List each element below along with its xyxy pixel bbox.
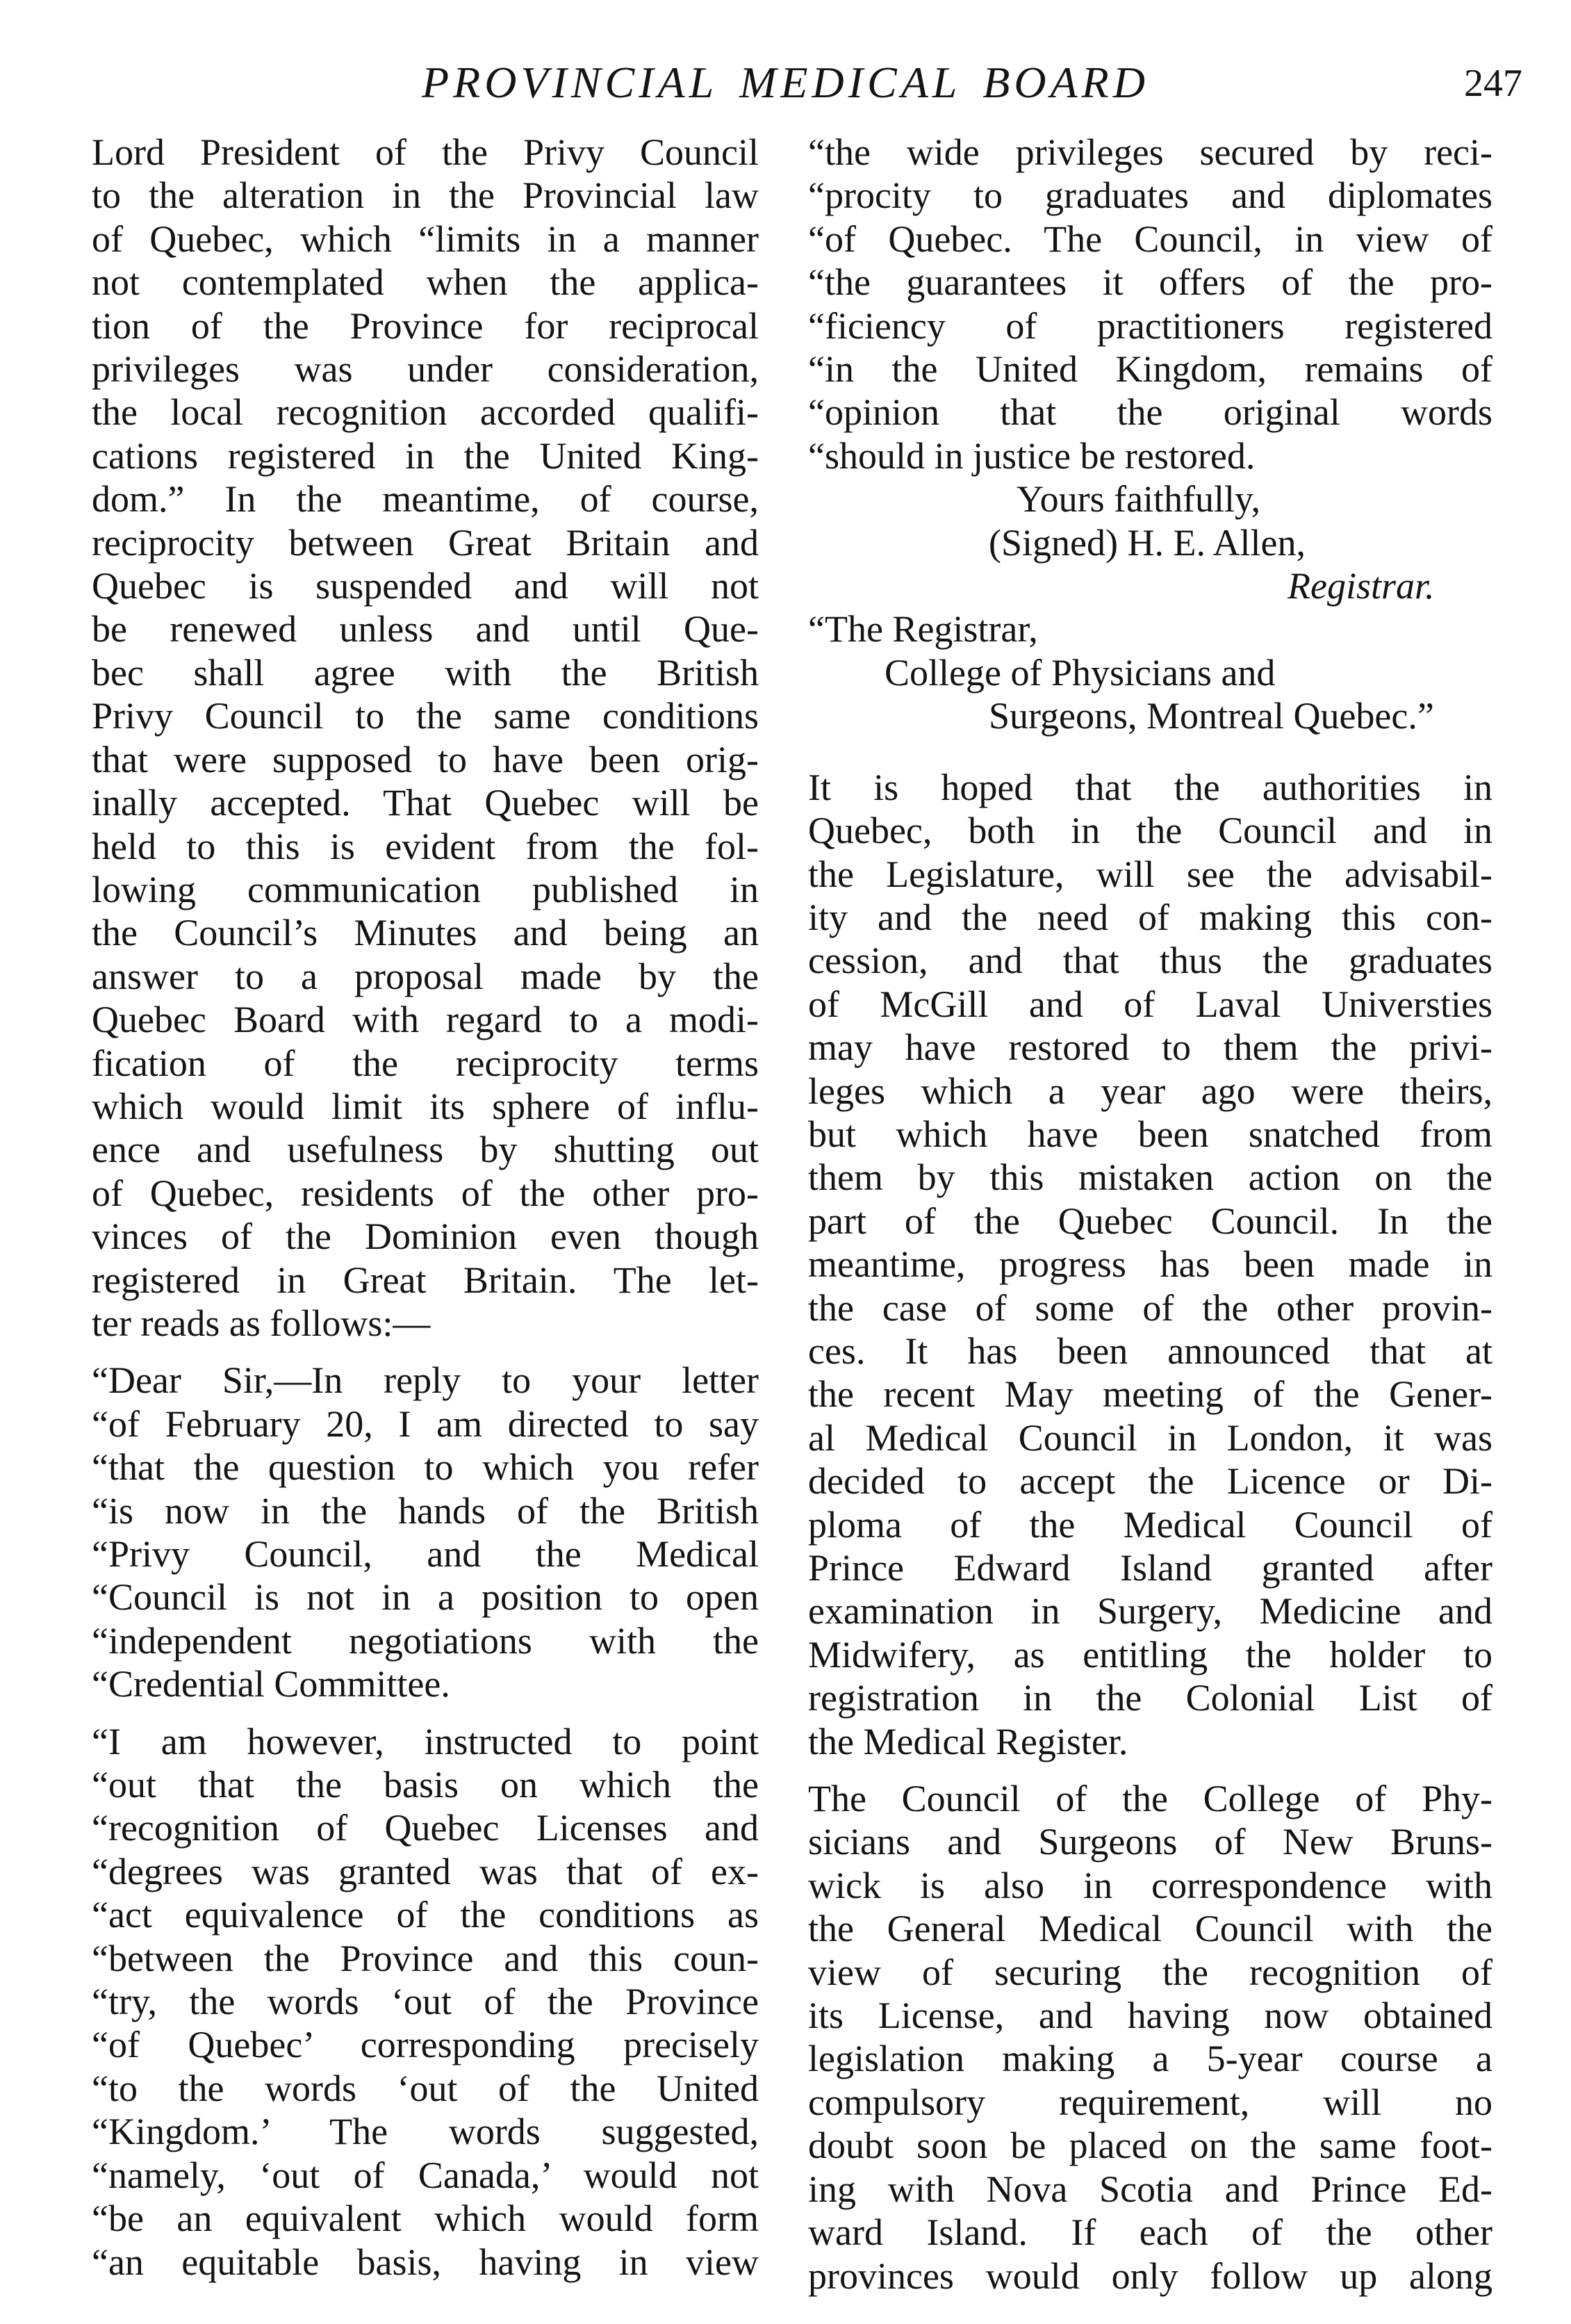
letter-address — [808, 607, 1492, 737]
text-line: “should in justice be restored. — [808, 434, 1256, 477]
text-line: “try, the words ‘out of the Province — [92, 1981, 759, 2023]
text-line: Quebec is suspended and will not — [92, 565, 759, 607]
text-line: its License, and having now obtained — [808, 1995, 1492, 2037]
letter-signature — [808, 477, 1492, 607]
left-paragraph-3 — [92, 1720, 759, 2284]
text-line: Midwifery, as entitling the holder to — [808, 1633, 1492, 1676]
text-line: “ficiency of practitioners registered — [808, 304, 1492, 347]
right-paragraph-1 — [808, 131, 1492, 477]
text-line: “recognition of Quebec Licenses and — [92, 1807, 759, 1849]
text-line: ward Island. If each of the other — [808, 2211, 1492, 2254]
right-paragraph-2 — [808, 766, 1492, 1763]
running-head — [0, 57, 1571, 120]
signature-title: Registrar. — [1288, 565, 1435, 607]
signature-closing: Yours faithfully, — [1017, 478, 1261, 521]
text-line: “degrees was granted was that of ex- — [92, 1850, 759, 1892]
text-line: “opinion that the original words — [808, 391, 1492, 434]
text-line: “of February 20, I am directed to say — [92, 1402, 759, 1445]
text-line: sicians and Surgeons of New Bruns- — [808, 1821, 1492, 1863]
address-line-3: Surgeons, Montreal Quebec.” — [989, 695, 1434, 737]
text-line: which would limit its sphere of influ- — [92, 1085, 759, 1127]
text-line: answer to a proposal made by the — [92, 955, 759, 997]
text-line: “independent negotiations with the — [92, 1619, 759, 1662]
text-line: Privy Council to the same conditions — [92, 695, 759, 737]
text-line: Lord President of the Privy Council — [92, 131, 759, 173]
left-paragraph-1 — [92, 131, 759, 1345]
text-line: cations registered in the United King- — [92, 434, 759, 477]
text-line: wick is also in correspondence with — [808, 1864, 1492, 1906]
text-line: of Quebec, which “limits in a manner — [92, 218, 759, 260]
text-line: legislation making a 5-year course a — [808, 2038, 1492, 2080]
text-line: part of the Quebec Council. In the — [808, 1200, 1492, 1242]
text-line: “in the United Kingdom, remains of — [808, 348, 1492, 391]
text-line: “Kingdom.’ The words suggested, — [92, 2111, 759, 2153]
text-line: of McGill and of Laval Universties — [808, 983, 1492, 1025]
text-line: cession, and that thus the graduates — [808, 940, 1492, 982]
text-line: “that the question to which you refer — [92, 1446, 759, 1489]
text-line: “the wide privileges secured by reci- — [808, 131, 1492, 173]
text-line: “to the words ‘out of the United — [92, 2067, 759, 2109]
text-line: ence and usefulness by shutting out — [92, 1129, 759, 1171]
text-line: that were supposed to have been orig- — [92, 738, 759, 780]
text-line: “of Quebec’ corresponding precisely — [92, 2024, 759, 2066]
text-line: ploma of the Medical Council of — [808, 1503, 1492, 1546]
text-line: provinces would only follow up along — [808, 2255, 1492, 2297]
text-line: examination in Surgery, Medicine and — [808, 1590, 1492, 1632]
text-line: al Medical Council in London, it was — [808, 1416, 1492, 1459]
text-line: registration in the Colonial List of — [808, 1677, 1492, 1719]
text-line: Prince Edward Island granted after — [808, 1547, 1492, 1589]
text-line: may have restored to them the privi- — [808, 1026, 1492, 1069]
text-line: Quebec Board with regard to a modi- — [92, 999, 759, 1041]
text-line: view of securing the recognition of — [808, 1951, 1492, 1993]
text-line: “procity to graduates and diplomates — [808, 174, 1492, 217]
text-line: meantime, progress has been made in — [808, 1243, 1492, 1286]
text-line: ces. It has been announced that at — [808, 1329, 1492, 1372]
text-line: fication of the reciprocity terms — [92, 1042, 759, 1084]
text-line: lowing communication published in — [92, 868, 759, 910]
text-line: Quebec, both in the Council and in — [808, 810, 1492, 852]
address-line-2: College of Physicians and — [885, 651, 1276, 694]
text-line: them by this mistaken action on the — [808, 1156, 1492, 1199]
text-line: leges which a year ago were theirs, — [808, 1070, 1492, 1112]
text-line: “of Quebec. The Council, in view of — [808, 218, 1492, 260]
page-title: PROVINCIAL MEDICAL BOARD — [422, 58, 1149, 107]
left-column — [92, 131, 759, 2284]
left-paragraph-2 — [92, 1359, 759, 1705]
text-line: “out that the basis on which the — [92, 1764, 759, 1806]
text-line: ing with Nova Scotia and Prince Ed- — [808, 2168, 1492, 2210]
text-line: the Legislature, will see the advisabil- — [808, 853, 1492, 895]
text-line: “be an equivalent which would form — [92, 2198, 759, 2240]
text-line: compulsory requirement, will no — [808, 2081, 1492, 2123]
text-line: be renewed unless and until Que- — [92, 608, 759, 650]
text-line: decided to accept the Licence or Di- — [808, 1460, 1492, 1503]
text-line: “Dear Sir,—In reply to your letter — [92, 1359, 759, 1402]
text-line: held to this is evident from the fol- — [92, 825, 759, 867]
text-line: The Council of the College of Phy- — [808, 1778, 1492, 1820]
text-line: ity and the need of making this con- — [808, 896, 1492, 938]
text-line: tion of the Province for reciprocal — [92, 304, 759, 347]
text-line: “an equitable basis, having in view — [92, 2241, 759, 2283]
text-line: dom.” In the meantime, of course, — [92, 478, 759, 521]
text-line: vinces of the Dominion even though — [92, 1216, 759, 1258]
text-line: “between the Province and this coun- — [92, 1937, 759, 1979]
text-line: privileges was under consideration, — [92, 348, 759, 391]
text-line: the local recognition accorded qualifi- — [92, 391, 759, 434]
text-line: the Medical Register. — [808, 1720, 1128, 1762]
text-line: not contemplated when the applica- — [92, 261, 759, 304]
text-line: but which have been snatched from — [808, 1113, 1492, 1155]
right-column — [808, 131, 1492, 2298]
text-line: the General Medical Council with the — [808, 1908, 1492, 1950]
text-line: “I am however, instructed to point — [92, 1720, 759, 1762]
text-line: “act equivalence of the conditions as — [92, 1894, 759, 1936]
text-line: of Quebec, residents of the other pro- — [92, 1172, 759, 1214]
text-line: “Privy Council, and the Medical — [92, 1533, 759, 1575]
text-line: “Council is not in a position to open — [92, 1576, 759, 1619]
text-line: “the guarantees it offers of the pro- — [808, 261, 1492, 304]
text-line: It is hoped that the authorities in — [808, 766, 1492, 808]
page-number: 247 — [1464, 62, 1522, 105]
text-line: “is now in the hands of the British — [92, 1489, 759, 1532]
text-line: the Council’s Minutes and being an — [92, 912, 759, 954]
text-line: the recent May meeting of the Gener- — [808, 1373, 1492, 1416]
text-line: ter reads as follows:— — [92, 1302, 431, 1344]
signature-signed: (Signed) H. E. Allen, — [989, 521, 1306, 564]
right-paragraph-3 — [808, 1777, 1492, 2298]
text-line: “Credential Committee. — [92, 1663, 450, 1705]
text-line: inally accepted. That Quebec will be — [92, 782, 759, 824]
text-line: doubt soon be placed on the same foot- — [808, 2125, 1492, 2167]
address-line-1: “The Registrar, — [808, 608, 1038, 650]
text-line: the case of some of the other provin- — [808, 1286, 1492, 1329]
text-line: bec shall agree with the British — [92, 651, 759, 694]
text-line: reciprocity between Great Britain and — [92, 521, 759, 564]
text-line: to the alteration in the Provincial law — [92, 174, 759, 217]
text-line: registered in Great Britain. The let- — [92, 1259, 759, 1301]
text-line: “namely, ‘out of Canada,’ would not — [92, 2154, 759, 2196]
